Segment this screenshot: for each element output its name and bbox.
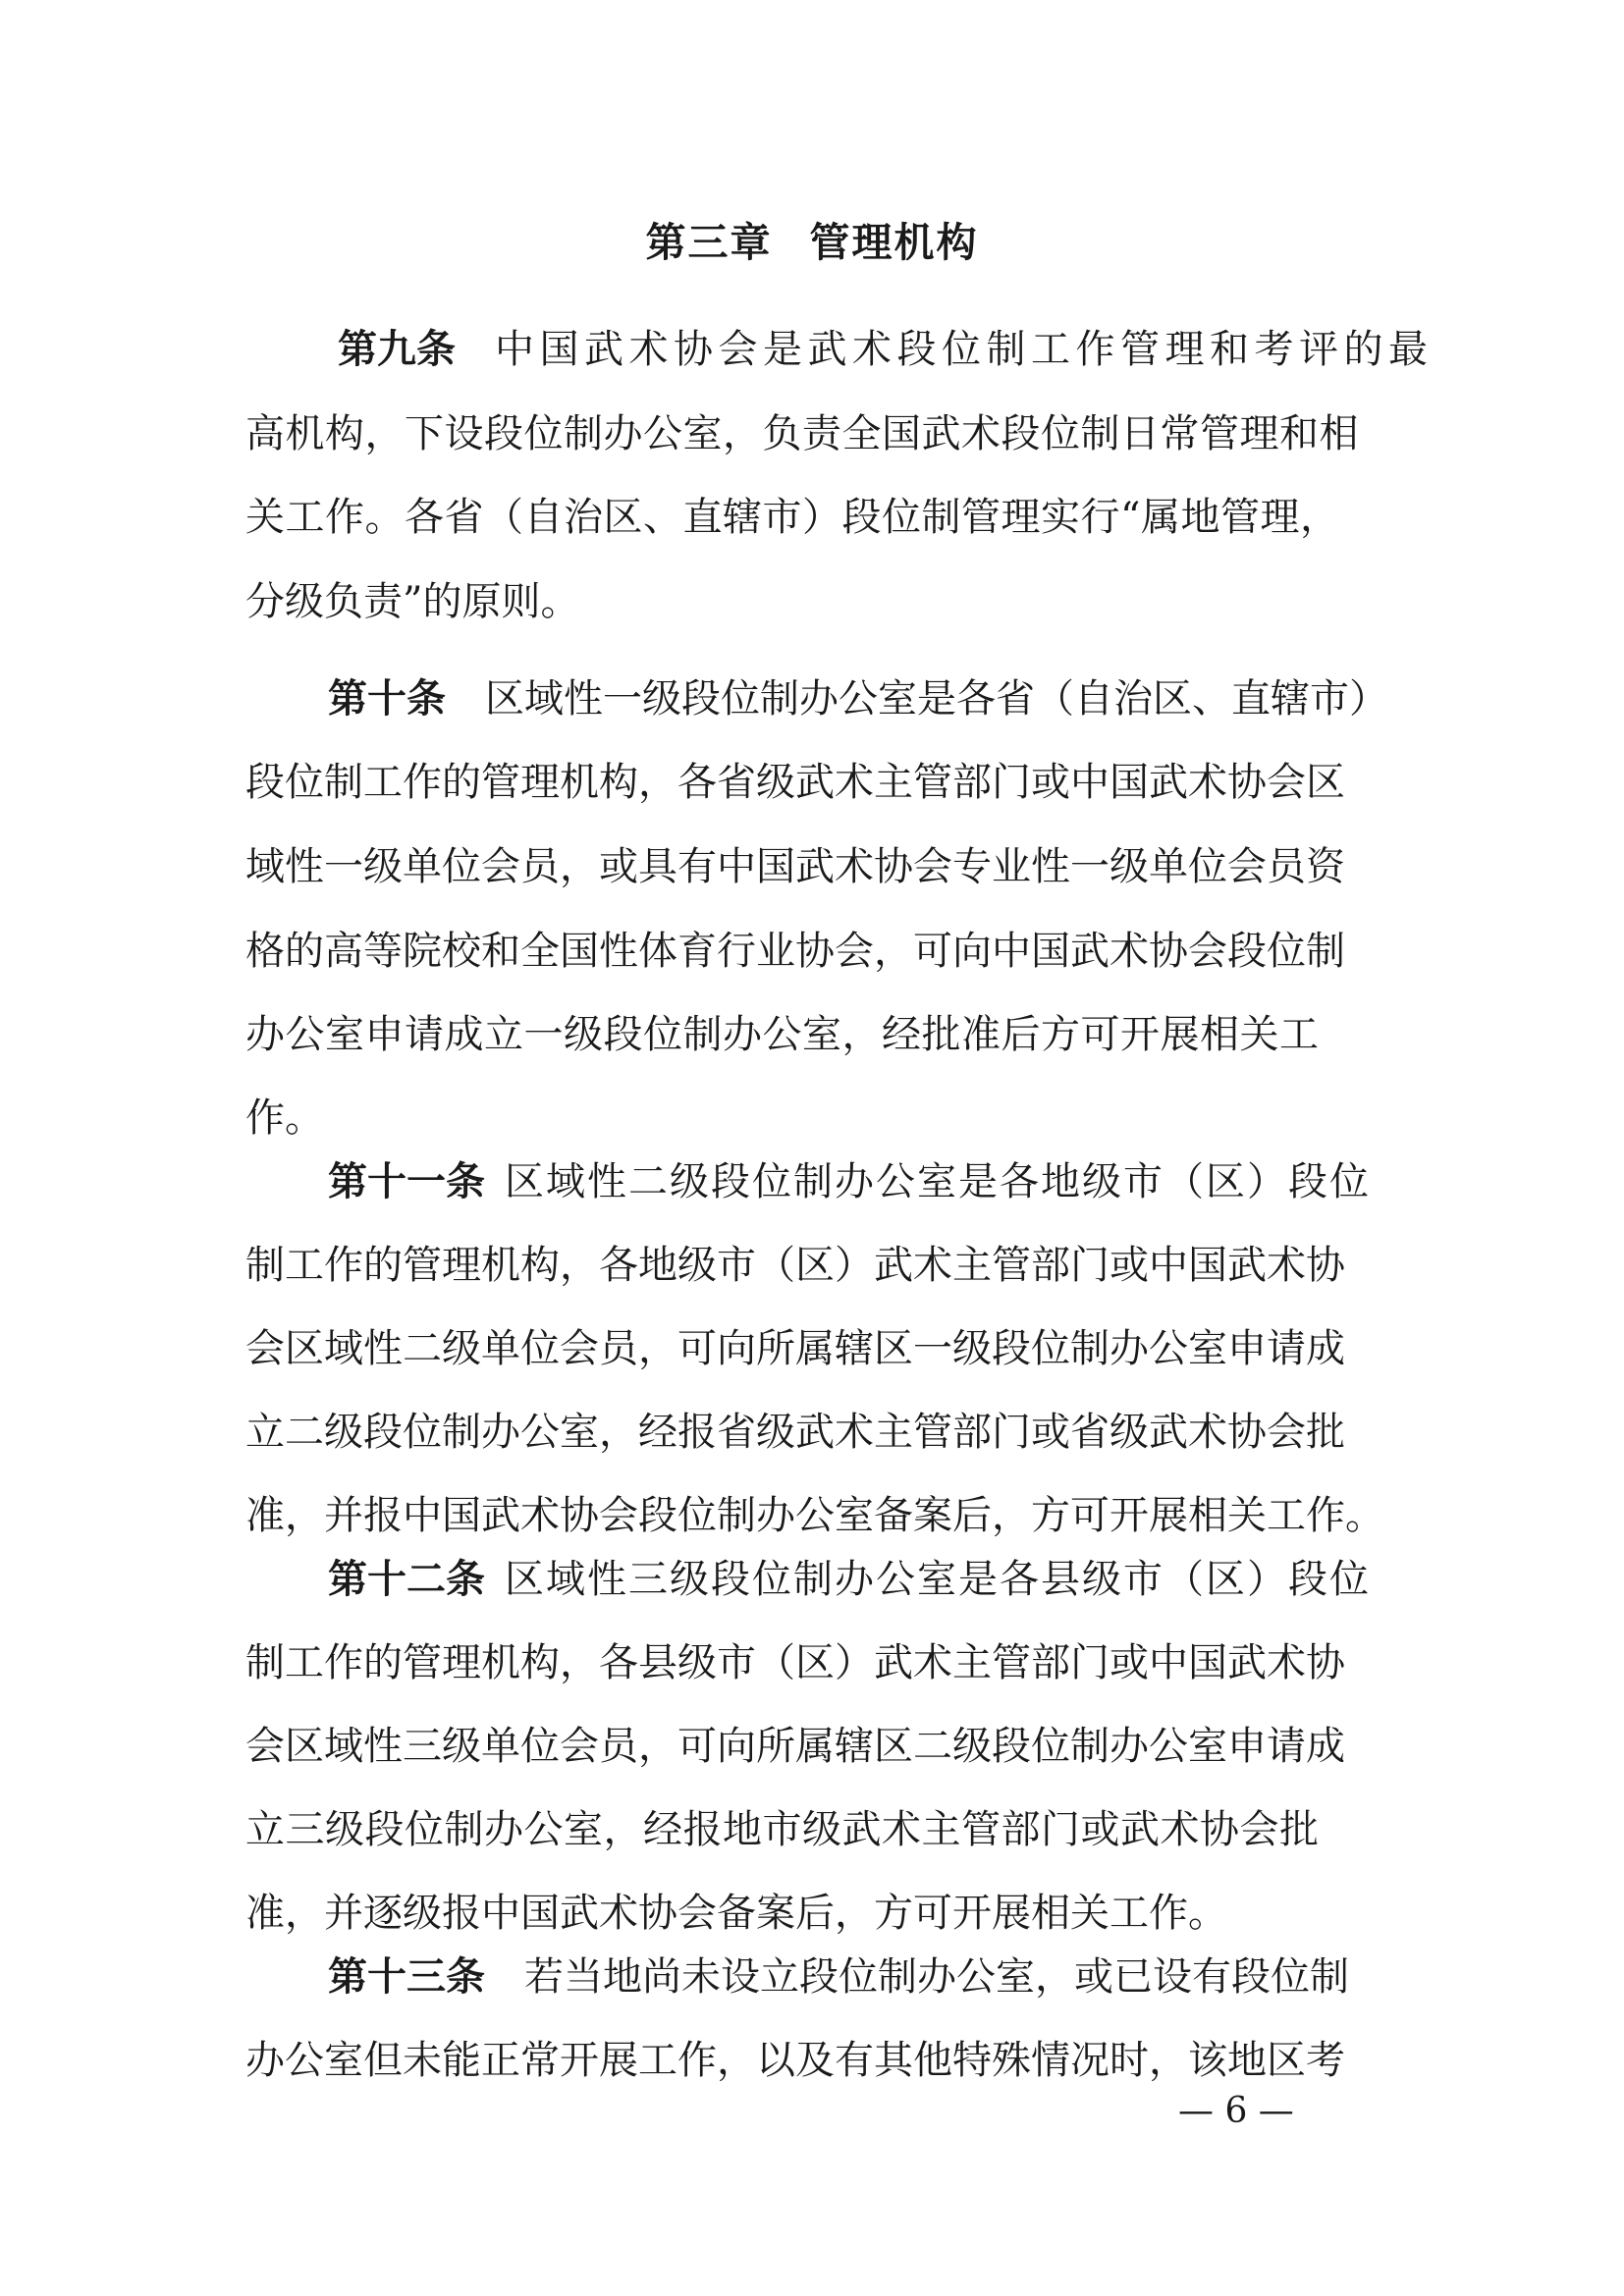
- article-line: 格的高等院校和全国性体育行业协会，可向中国武术协会段位制: [245, 929, 1345, 974]
- chapter-title: [0, 210, 1624, 268]
- article-line: [328, 1953, 1349, 2001]
- article-line: 段位制工作的管理机构，各省级武术主管部门或中国武术协会区: [245, 760, 1345, 805]
- article-line: 制工作的管理机构，各地级市（区）武术主管部门或中国武术协: [245, 1243, 1345, 1288]
- article-line: 会区域性三级单位会员，可向所属辖区二级段位制办公室申请成: [245, 1724, 1345, 1769]
- article-line: 立三级段位制办公室，经报地市级武术主管部门或武术协会批: [245, 1807, 1320, 1852]
- article-line: 办公室申请成立一级段位制办公室，经批准后方可开展相关工: [245, 1012, 1320, 1057]
- article-text: 区域性一级段位制办公室是各省（自治区、直辖市）: [485, 676, 1388, 721]
- article-line: 关工作。各省（自治区、直辖市）段位制管理实行“属地管理，: [245, 495, 1340, 540]
- article-line: [338, 326, 1434, 373]
- article-text: 若当地尚未设立段位制办公室，或已设有段位制: [524, 1954, 1349, 2000]
- article-line: [328, 1158, 1371, 1205]
- article-line: 作。: [245, 1095, 324, 1141]
- article-label: 第十条: [328, 676, 446, 721]
- article-label: 第九条: [338, 327, 456, 372]
- article-label: 第十三条: [328, 1954, 485, 2000]
- chapter-number: 第三章: [645, 219, 773, 266]
- article-line: [328, 675, 1388, 722]
- chapter-name: 管理机构: [809, 219, 979, 266]
- article-text: 中国武术协会是武术段位制工作管理和考评的最: [495, 327, 1434, 372]
- article-label: 第十二条: [328, 1557, 485, 1602]
- article-line: 分级负责”的原则。: [245, 579, 580, 624]
- article-text: 区域性三级段位制办公室是各县级市（区）段位: [505, 1557, 1371, 1602]
- article-line: 立二级段位制办公室，经报省级武术主管部门或省级武术协会批: [245, 1410, 1345, 1455]
- article-label: 第十一条: [328, 1159, 485, 1204]
- article-line: 会区域性二级单位会员，可向所属辖区一级段位制办公室申请成: [245, 1326, 1345, 1371]
- article-line: [328, 1556, 1371, 1603]
- article-line: 准，并报中国武术协会段位制办公室备案后，方可开展相关工作。: [245, 1493, 1384, 1538]
- article-line: 域性一级单位会员，或具有中国武术协会专业性一级单位会员资: [245, 844, 1345, 889]
- article-line: 制工作的管理机构，各县级市（区）武术主管部门或中国武术协: [245, 1640, 1345, 1685]
- page-number: — 6 —: [1178, 2091, 1294, 2131]
- article-line: 办公室但未能正常开展工作，以及有其他特殊情况时，该地区考: [245, 2038, 1345, 2083]
- article-text: 区域性二级段位制办公室是各地级市（区）段位: [505, 1159, 1371, 1204]
- article-line: 准，并逐级报中国武术协会备案后，方可开展相关工作。: [245, 1891, 1227, 1936]
- article-line: 高机构，下设段位制办公室，负责全国武术段位制日常管理和相: [245, 411, 1359, 456]
